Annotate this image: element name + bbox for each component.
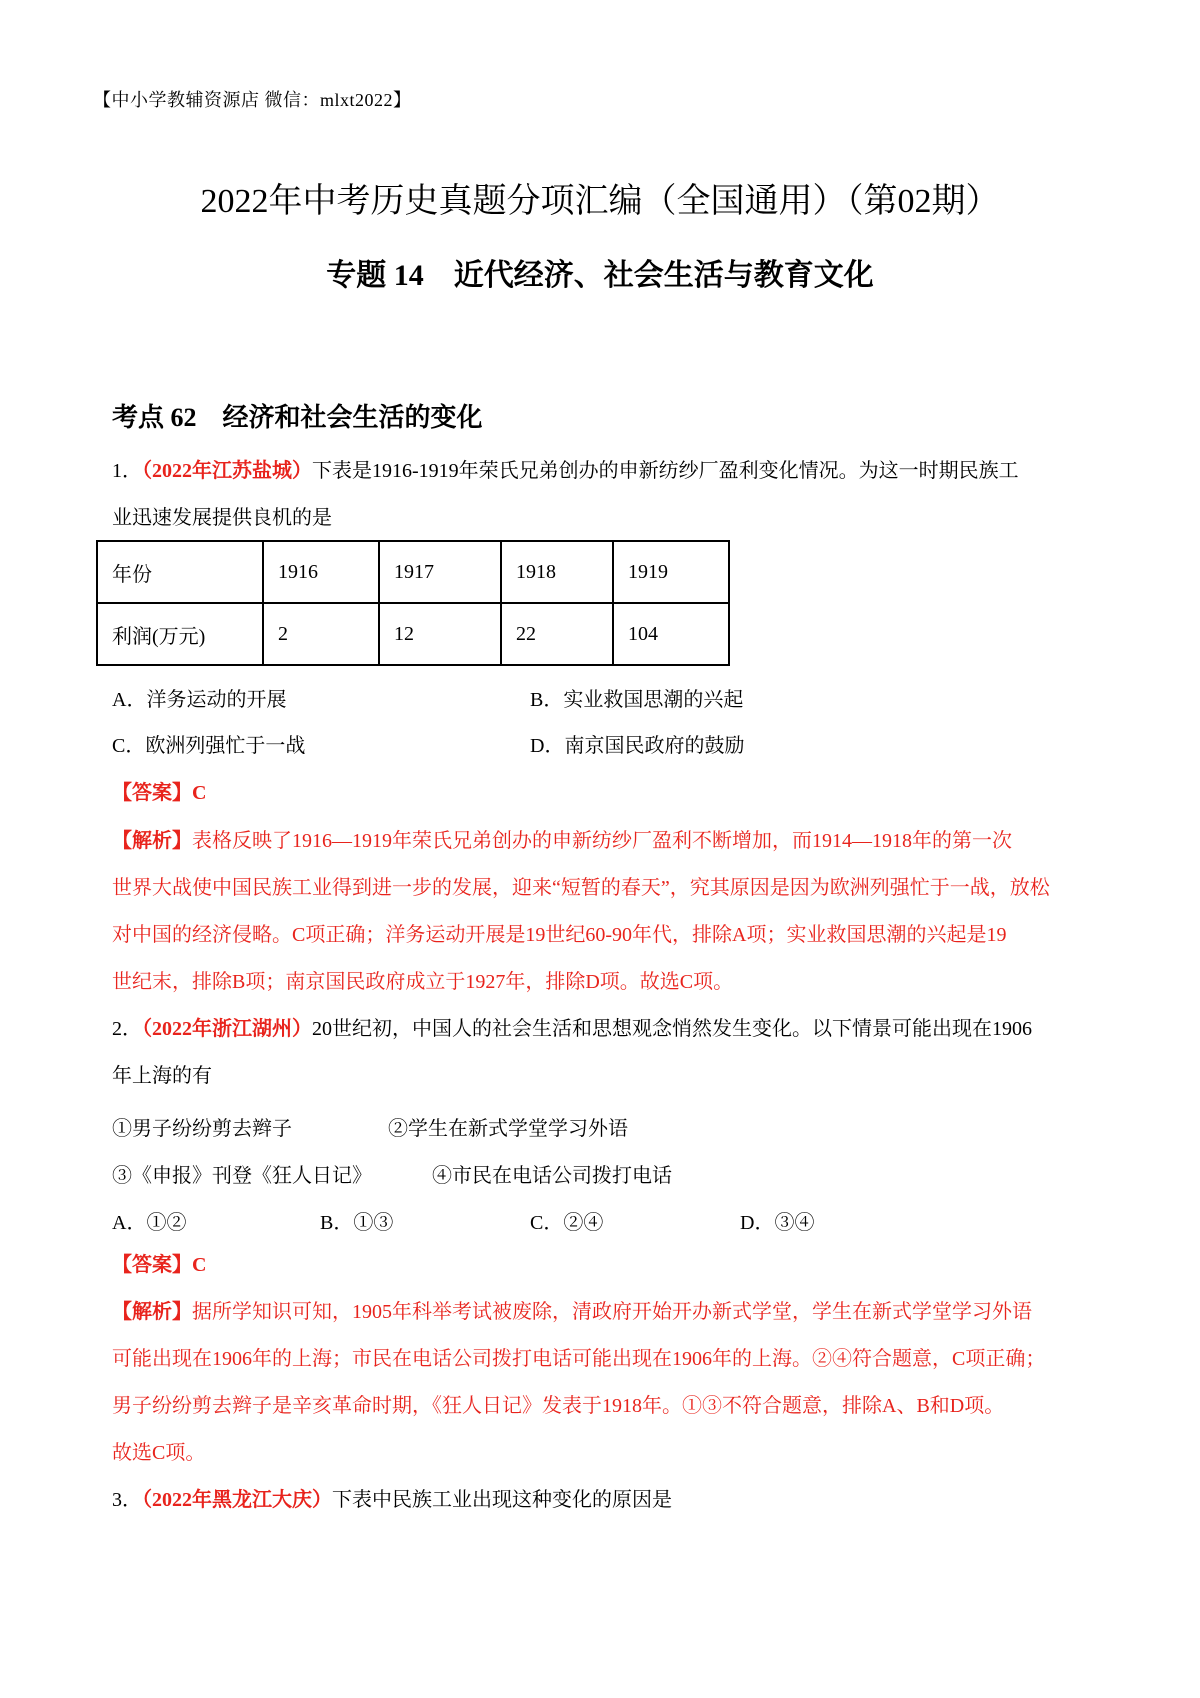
- q1-analysis-line2: 世界大战使中国民族工业得到进一步的发展，迎来“短暂的春天”，究其原因是因为欧洲列强忙于一战，放松: [112, 877, 1050, 899]
- q2-option-c: C．②④: [530, 1212, 604, 1234]
- q1-option-a: A．洋务运动的开展: [112, 689, 287, 711]
- q2-stem-text: 20世纪初，中国人的社会生活和思想观念悄然发生变化。以下情景可能出现在1906: [312, 1018, 1032, 1040]
- q3-stem-line1: [112, 1477, 1102, 1524]
- table-cell: 1917: [379, 541, 501, 603]
- q1-analysis-label: 【解析】: [112, 830, 192, 852]
- q1-analysis-line4: 世纪末，排除B项；南京国民政府成立于1927年，排除D项。故选C项。: [112, 971, 734, 993]
- q1-number: 1．: [112, 460, 142, 482]
- table-cell: 2: [263, 603, 379, 665]
- q1-analysis-text: 表格反映了1916—1919年荣氏兄弟创办的申新纺纱厂盈利不断增加，而1914—1918年的第一次: [192, 830, 1012, 852]
- q2-stem-line1: [112, 1006, 1102, 1053]
- table-row: [97, 603, 729, 665]
- q2-analysis-line4: 故选C项。: [112, 1442, 206, 1464]
- q1-source: （2022年江苏盐城）: [142, 460, 312, 482]
- q1-option-d: D．南京国民政府的鼓励: [530, 735, 745, 757]
- q2-analysis-line1: [112, 1289, 1102, 1336]
- q3-number: 3．: [112, 1489, 142, 1511]
- q2-answer: 【答案】C: [112, 1254, 207, 1276]
- table-cell: 12: [379, 603, 501, 665]
- q2-analysis-label: 【解析】: [112, 1301, 192, 1323]
- header-note: 【中小学教辅资源店 微信：mlxt2022】: [93, 90, 412, 110]
- table-cell: 1919: [613, 541, 729, 603]
- q1-stem-text: 下表是1916-1919年荣氏兄弟创办的申新纺纱厂盈利变化情况。为这一时期民族工: [312, 460, 1019, 482]
- q1-analysis-line1: [112, 818, 1102, 865]
- q1-option-c: C．欧洲列强忙于一战: [112, 735, 306, 757]
- q1-answer: 【答案】C: [112, 782, 207, 804]
- q2-item-1: ①男子纷纷剪去辫子: [112, 1118, 292, 1140]
- page-title: 2022年中考历史真题分项汇编（全国通用）（第02期）: [200, 183, 1000, 220]
- table-cell: 利润(万元): [97, 603, 263, 665]
- table-cell: 1916: [263, 541, 379, 603]
- table-cell: 22: [501, 603, 613, 665]
- section-heading: 考点 62 经济和社会生活的变化: [112, 403, 483, 432]
- q1-stem-line1: [112, 448, 1102, 495]
- table-cell: 1918: [501, 541, 613, 603]
- q2-number: 2．: [112, 1018, 142, 1040]
- table-cell: 年份: [97, 541, 263, 603]
- q3-stem-text: 下表中民族工业出现这种变化的原因是: [332, 1489, 672, 1511]
- q2-analysis-line3: 男子纷纷剪去辫子是辛亥革命时期，《狂人日记》发表于1918年。①③不符合题意，排除A、B和D项。: [112, 1395, 1005, 1417]
- q2-source: （2022年浙江湖州）: [142, 1018, 312, 1040]
- page-subtitle: 专题 14 近代经济、社会生活与教育文化: [326, 259, 874, 292]
- q2-option-b: B．①③: [320, 1212, 394, 1234]
- table-cell: 104: [613, 603, 729, 665]
- q3-source: （2022年黑龙江大庆）: [142, 1489, 332, 1511]
- q2-item-2: ②学生在新式学堂学习外语: [388, 1118, 628, 1140]
- q1-profit-table: [96, 540, 730, 666]
- q2-option-d: D．③④: [740, 1212, 815, 1234]
- q2-item-3: ③《申报》刊登《狂人日记》: [112, 1165, 372, 1187]
- q2-analysis-text: 据所学知识可知，1905年科举考试被废除，清政府开始开办新式学堂，学生在新式学堂学习外语: [192, 1301, 1032, 1323]
- q2-item-4: ④市民在电话公司拨打电话: [432, 1165, 672, 1187]
- q1-analysis-line3: 对中国的经济侵略。C项正确；洋务运动开展是19世纪60-90年代，排除A项；实业救国思潮的兴起是19: [112, 924, 1007, 946]
- table-row: [97, 541, 729, 603]
- q2-option-a: A．①②: [112, 1212, 187, 1234]
- q2-analysis-line2: 可能出现在1906年的上海；市民在电话公司拨打电话可能出现在1906年的上海。②④符合题意，C项正确；: [112, 1348, 1046, 1370]
- q2-stem-line2: 年上海的有: [112, 1065, 212, 1087]
- q1-option-b: B．实业救国思潮的兴起: [530, 689, 744, 711]
- q1-stem-line2: 业迅速发展提供良机的是: [112, 507, 332, 529]
